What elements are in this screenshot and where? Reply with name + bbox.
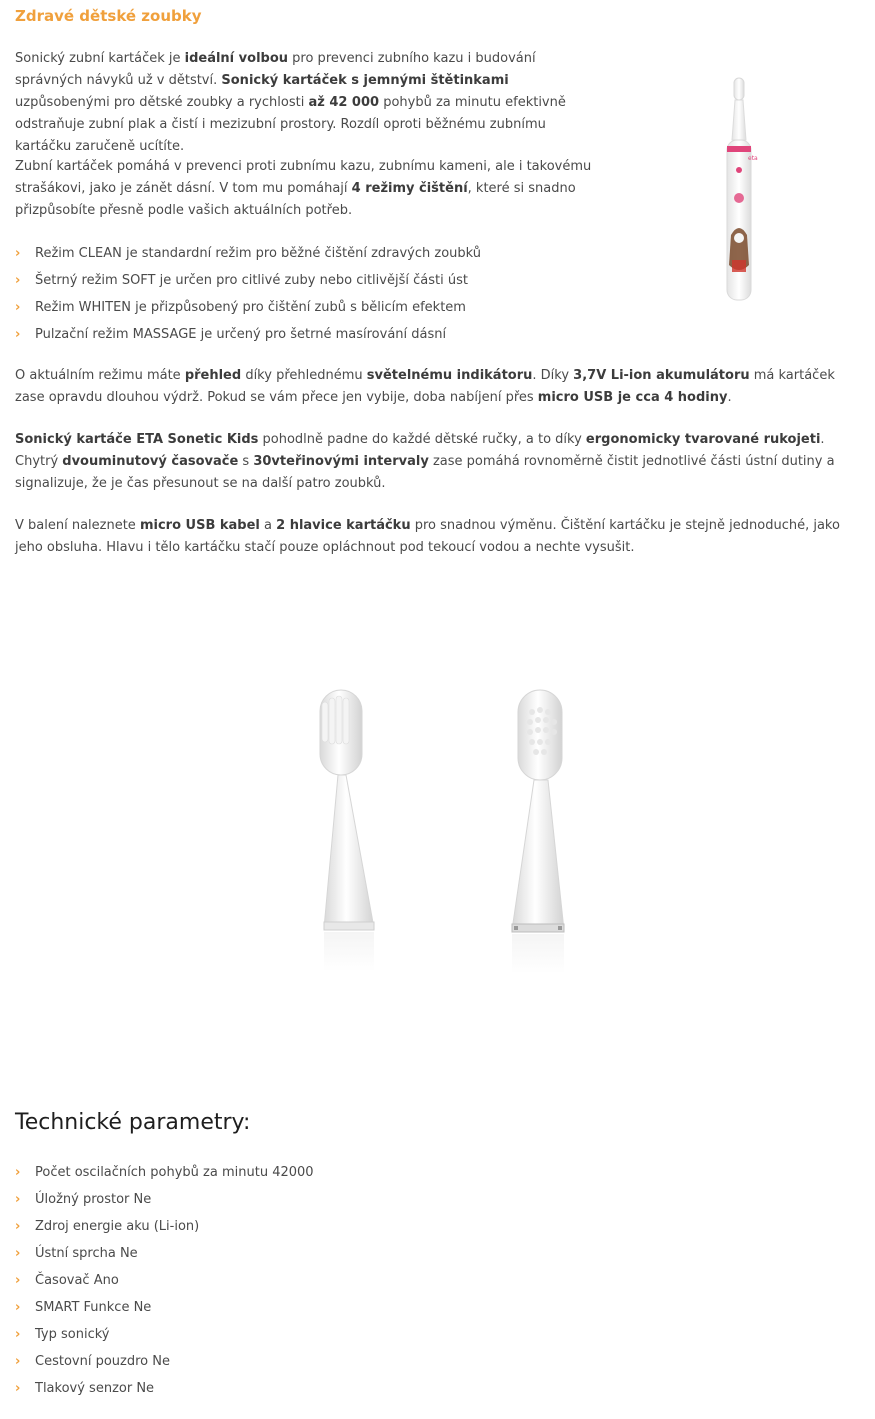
text-run: Sonický zubní kartáček je bbox=[15, 51, 185, 66]
list-item-text: Šetrný režim SOFT je určen pro citlivé zuby nebo citlivější části úst bbox=[35, 273, 468, 288]
text-run: pohybů za minutu efektivně odstraňuje zubní plak a čistí i mezizubní prostory. Rozdíl oproti běžnému zubnímu kartáčku zaručeně ucítíte. bbox=[15, 95, 566, 154]
text-run: zase pomáhá rovnoměrně čistit jednotlivé části ústní dutiny a signalizuje, že je čas přesunout se na další patro zoubků. bbox=[15, 454, 835, 491]
list-item bbox=[15, 245, 605, 272]
chevron-right-icon: › bbox=[15, 1381, 21, 1396]
list-item-text: Režim WHITEN je přizpůsobený pro čištění zubů s bělicím efektem bbox=[35, 300, 466, 315]
list-item bbox=[15, 1191, 860, 1218]
list-item-text: Tlakový senzor Ne bbox=[35, 1381, 155, 1396]
list-item bbox=[15, 1299, 860, 1326]
prevention-paragraph bbox=[15, 156, 605, 222]
bold-phrase: 3,7V Li-ion akumulátoru bbox=[573, 368, 750, 383]
list-item bbox=[15, 299, 605, 326]
bold-phrase: Sonický kartáče ETA Sonetic Kids bbox=[15, 432, 259, 447]
chevron-right-icon: › bbox=[15, 1327, 21, 1342]
bold-phrase: micro USB je cca 4 hodiny bbox=[537, 390, 728, 405]
bold-phrase: dvouminutový časovače bbox=[62, 454, 239, 469]
chevron-right-icon: › bbox=[15, 273, 21, 288]
text-run: , které si snadno přizpůsobíte přesně podle vašich aktuálních potřeb. bbox=[15, 181, 576, 218]
list-item-text: Počet oscilačních pohybů za minutu 42000 bbox=[35, 1165, 314, 1180]
ergonomics-paragraph bbox=[15, 429, 860, 495]
list-item bbox=[15, 326, 605, 353]
list-item-text: Zdroj energie aku (Li-ion) bbox=[35, 1219, 200, 1234]
list-item-text: Typ sonický bbox=[35, 1327, 110, 1342]
tech-params-list bbox=[15, 1164, 860, 1407]
chevron-right-icon: › bbox=[15, 327, 21, 342]
chevron-right-icon: › bbox=[15, 1165, 21, 1180]
text-run: má kartáček zase opravdu dlouhou výdrž. Pokud se vám přece jen vybije, doba nabíjení přes bbox=[15, 368, 835, 405]
modes-list bbox=[15, 245, 605, 353]
text-run: . bbox=[727, 390, 732, 405]
chevron-right-icon: › bbox=[15, 1192, 21, 1207]
brush-heads-image bbox=[280, 660, 600, 1000]
intro-paragraph bbox=[15, 48, 605, 158]
chevron-right-icon: › bbox=[15, 300, 21, 315]
text-run: s bbox=[238, 454, 254, 469]
bold-phrase: 2 hlavice kartáčku bbox=[276, 518, 411, 533]
list-item-text: Ústní sprcha Ne bbox=[35, 1246, 138, 1261]
indicator-paragraph bbox=[15, 365, 860, 409]
list-item-text: Časovač Ano bbox=[35, 1273, 119, 1288]
tech-params-title: Technické parametry: bbox=[15, 1110, 251, 1135]
list-item-text: Režim CLEAN je standardní režim pro běžné čištění zdravých zoubků bbox=[35, 246, 482, 261]
chevron-right-icon: › bbox=[15, 1246, 21, 1261]
section-title: Zdravé dětské zoubky bbox=[15, 7, 202, 25]
package-paragraph bbox=[15, 515, 860, 559]
svg-text:eta: eta bbox=[748, 155, 758, 162]
text-run: V balení naleznete bbox=[15, 518, 140, 533]
bold-phrase: 4 režimy čištění bbox=[351, 181, 468, 196]
list-item bbox=[15, 1353, 860, 1380]
chevron-right-icon: › bbox=[15, 246, 21, 261]
list-item-text: SMART Funkce Ne bbox=[35, 1300, 152, 1315]
list-item bbox=[15, 1326, 860, 1353]
bold-phrase: ideální volbou bbox=[184, 51, 289, 66]
bold-phrase: micro USB kabel bbox=[139, 518, 260, 533]
chevron-right-icon: › bbox=[15, 1300, 21, 1315]
bold-phrase: 30vteřinovými intervaly bbox=[253, 454, 429, 469]
text-run: . Díky bbox=[532, 368, 574, 383]
text-run: . Chytrý bbox=[15, 432, 825, 469]
list-item bbox=[15, 1272, 860, 1299]
text-run: díky přehlednému bbox=[241, 368, 367, 383]
text-run: a bbox=[259, 518, 277, 533]
text-run: pro prevenci zubního kazu i budování správných návyků už v dětství. bbox=[15, 51, 536, 88]
list-item bbox=[15, 272, 605, 299]
list-item bbox=[15, 1245, 860, 1272]
bold-phrase: přehled bbox=[184, 368, 242, 383]
list-item bbox=[15, 1164, 860, 1191]
chevron-right-icon: › bbox=[15, 1354, 21, 1369]
bold-phrase: až 42 000 bbox=[308, 95, 380, 110]
text-run: pohodlně padne do každé dětské ručky, a to díky bbox=[258, 432, 586, 447]
bold-phrase: světelnému indikátoru bbox=[366, 368, 533, 383]
bold-phrase: ergonomicky tvarované rukojeti bbox=[585, 432, 821, 447]
list-item-text: Úložný prostor Ne bbox=[35, 1192, 152, 1207]
text-run: uzpůsobenými pro dětské zoubky a rychlosti bbox=[15, 95, 309, 110]
toothbrush-image bbox=[700, 70, 780, 310]
list-item bbox=[15, 1218, 860, 1245]
text-run: O aktuálním režimu máte bbox=[15, 368, 185, 383]
text-run: pro snadnou výměnu. Čištění kartáčku je stejně jednoduché, jako jeho obsluha. Hlavu i tělo kartáčku stačí pouze opláchnout pod tekoucí vodou a nechte vysušit. bbox=[15, 518, 840, 555]
list-item bbox=[15, 1380, 860, 1407]
bold-phrase: Sonický kartáček s jemnými štětinkami bbox=[221, 73, 509, 88]
list-item-text: Cestovní pouzdro Ne bbox=[35, 1354, 170, 1369]
list-item-text: Pulzační režim MASSAGE je určený pro šetrné masírování dásní bbox=[35, 327, 447, 342]
chevron-right-icon: › bbox=[15, 1219, 21, 1234]
chevron-right-icon: › bbox=[15, 1273, 21, 1288]
text-run: Zubní kartáček pomáhá v prevenci proti zubnímu kazu, zubnímu kameni, ale i takovému strašákovi, jako je zánět dásní. V tom mu pomáhají bbox=[15, 159, 592, 196]
